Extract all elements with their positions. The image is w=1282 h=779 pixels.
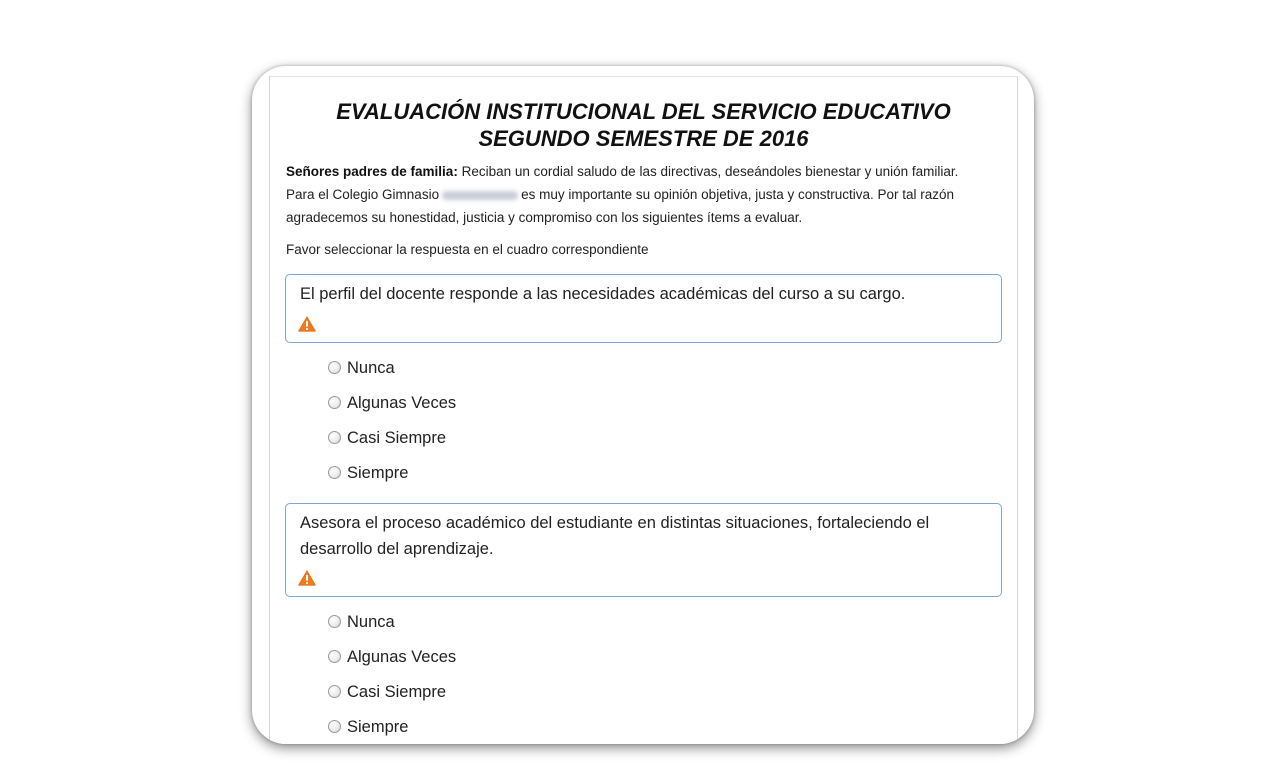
- option-nunca[interactable]: [328, 357, 456, 392]
- option-label: Algunas Veces: [347, 648, 457, 666]
- option-siempre[interactable]: [328, 716, 456, 744]
- option-siempre[interactable]: [328, 462, 456, 497]
- option-label: Algunas Veces: [347, 394, 457, 412]
- greeting-text: Reciban un cordial saludo de las directivas, deseándoles bienestar y unión familiar.: [457, 164, 959, 179]
- option-label: Nunca: [347, 359, 395, 377]
- option-algunas-veces[interactable]: [328, 646, 456, 681]
- question-box-2: [285, 503, 1002, 597]
- title-line-2: SEGUNDO SEMESTRE DE 2016: [478, 126, 809, 151]
- radio-button[interactable]: [328, 720, 341, 733]
- question-text-2: Asesora el proceso académico del estudiante en distintas situaciones, fortaleciendo el desarrollo del aprendizaje.: [300, 514, 930, 558]
- option-label: Nunca: [347, 613, 395, 631]
- intro-line2-end: es muy importante su opinión objetiva, justa y constructiva. Por tal razón: [521, 187, 955, 202]
- warning-triangle-icon: [298, 570, 316, 586]
- radio-button[interactable]: [328, 650, 341, 663]
- option-label: Siempre: [347, 464, 409, 482]
- option-casi-siempre[interactable]: [328, 681, 456, 716]
- warning-triangle-icon: [298, 316, 316, 332]
- title-line-1: EVALUACIÓN INSTITUCIONAL DEL SERVICIO EDUCATIVO: [336, 99, 951, 124]
- options-list-1: [328, 357, 456, 497]
- radio-button[interactable]: [328, 615, 341, 628]
- option-casi-siempre[interactable]: [328, 427, 456, 462]
- option-algunas-veces[interactable]: [328, 392, 456, 427]
- options-list-2: [328, 611, 456, 744]
- intro-paragraph: [286, 160, 1006, 229]
- radio-button[interactable]: [328, 466, 341, 479]
- radio-button[interactable]: [328, 431, 341, 444]
- question-text-1: El perfil del docente responde a las necesidades académicas del curso a su cargo.: [300, 285, 906, 303]
- option-label: Casi Siempre: [347, 429, 447, 447]
- radio-button[interactable]: [328, 396, 341, 409]
- intro-line2-start: Para el Colegio Gimnasio: [286, 187, 440, 202]
- intro-line3: agradecemos su honestidad, justicia y compromiso con los siguientes ítems a evaluar.: [286, 210, 803, 225]
- option-nunca[interactable]: [328, 611, 456, 646]
- redacted-school-name: [442, 191, 518, 200]
- radio-button[interactable]: [328, 685, 341, 698]
- option-label: Casi Siempre: [347, 683, 447, 701]
- survey-card: [252, 66, 1034, 744]
- survey-form: [269, 76, 1018, 744]
- page-title: [270, 98, 1017, 152]
- question-box-1: [285, 274, 1002, 343]
- greeting-label: Señores padres de familia:: [286, 164, 458, 179]
- option-label: Siempre: [347, 718, 409, 736]
- radio-button[interactable]: [328, 361, 341, 374]
- instruction-text: Favor seleccionar la respuesta en el cuadro correspondiente: [286, 242, 649, 257]
